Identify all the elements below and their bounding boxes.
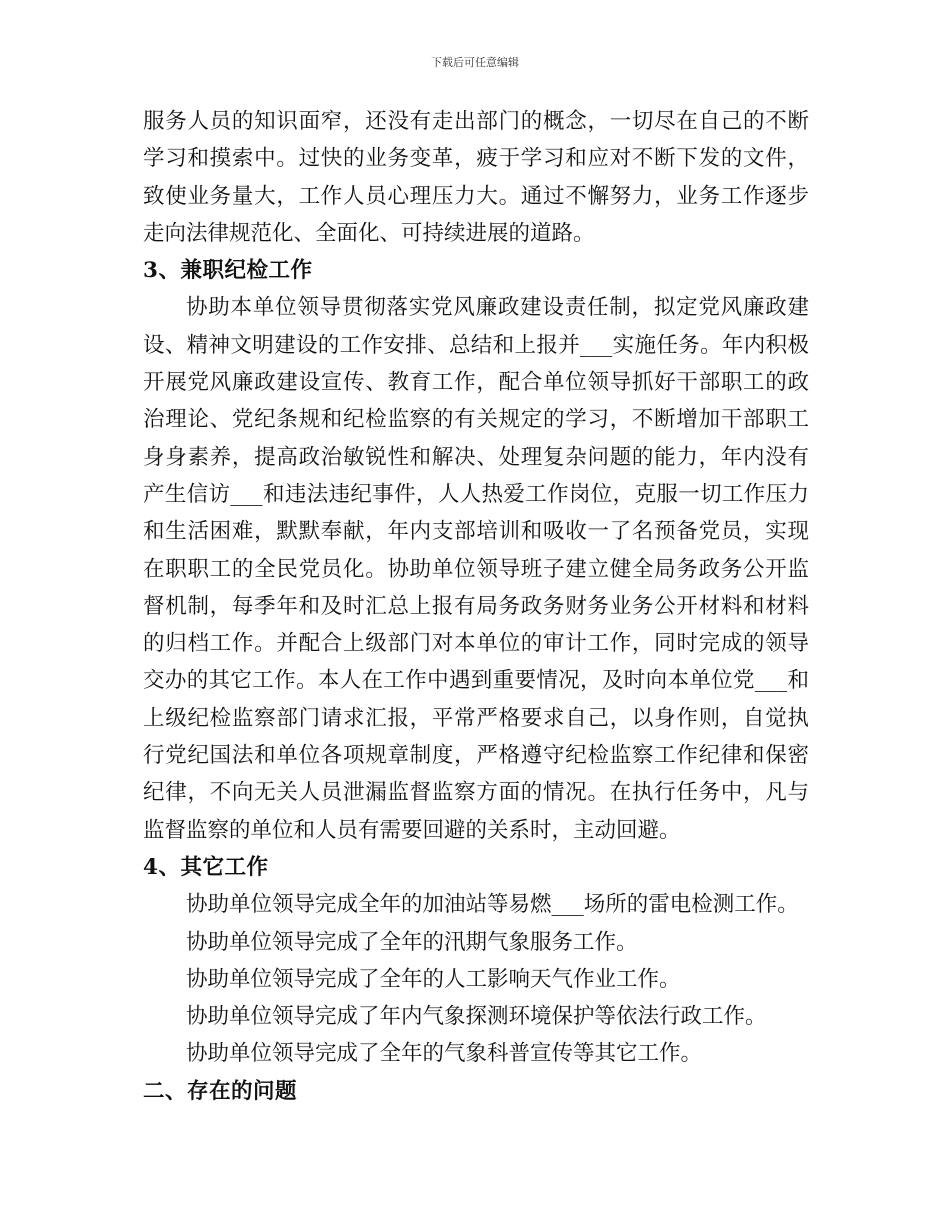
other-work-item-lightning: 协助单位领导完成全年的加油站等易燃___场所的雷电检测工作。 bbox=[186, 892, 799, 918]
other-work-item-environment: 协助单位领导完成了年内气象探测环境保护等依法行政工作。 bbox=[186, 1004, 767, 1030]
other-work-item-flood: 协助单位领导完成了全年的汛期气象服务工作。 bbox=[186, 929, 638, 955]
heading-other-work: 4、其它工作 bbox=[143, 854, 269, 880]
heading-existing-problems: 二、存在的问题 bbox=[143, 1078, 298, 1104]
heading-discipline-inspection: 3、兼职纪检工作 bbox=[143, 258, 313, 284]
other-work-item-weather-modification: 协助单位领导完成了全年的人工影响天气作业工作。 bbox=[186, 966, 681, 992]
other-work-item-science: 协助单位领导完成了全年的气象科普宣传等其它工作。 bbox=[186, 1041, 703, 1067]
document-body bbox=[143, 103, 809, 1110]
paragraph-discipline-inspection: 协助本单位领导贯彻落实党风廉政建设责任制，拟定党风廉政建设、精神文明建设的工作安排、总结和上报并___实施任务。年内积极开展党风廉政建设宣传、教育工作，配合单位领导抓好干部职工的政治理论、党纪条规和纪检监察的有关规定的学习，不断增加干部职工身身素养，提高政治敏锐性和解决、处理复杂问题的能力，年内没有产生信访___和违法违纪事件，人人热爱工作岗位，克服一切工作压力和生活困难，默默奉献，年内支部培训和吸收一了名预备党员，实现在职职工的全民党员化。协助单位领导班子建立健全局务政务公开监督机制，每季年和及时汇总上报有局务政务财务业务公开材料和材料的归档工作。并配合上级部门对本单位的审计工作，同时完成的领导交办的其它工作。本人在工作中遇到重要情况，及时向本单位党___和上级纪检监察部门请求汇报，平常严格要求自己，以身作则，自觉执行党纪国法和单位各项规章制度，严格遵守纪检监察工作纪律和保密纪律，不向无关人员泄漏监督监察方面的情况。在执行任务中，凡与监督监察的单位和人员有需要回避的关系时，主动回避。 bbox=[143, 295, 809, 843]
paragraph-service-staff: 服务人员的知识面窄，还没有走出部门的概念，一切尽在自己的不断学习和摸索中。过快的业务变革，疲于学习和应对不断下发的文件，致使业务量大，工作人员心理压力大。通过不懈努力，业务工作逐步走向法律规范化、全面化、可持续进展的道路。 bbox=[143, 109, 809, 246]
page-header-note: 下载后可任意编辑 bbox=[431, 56, 519, 69]
